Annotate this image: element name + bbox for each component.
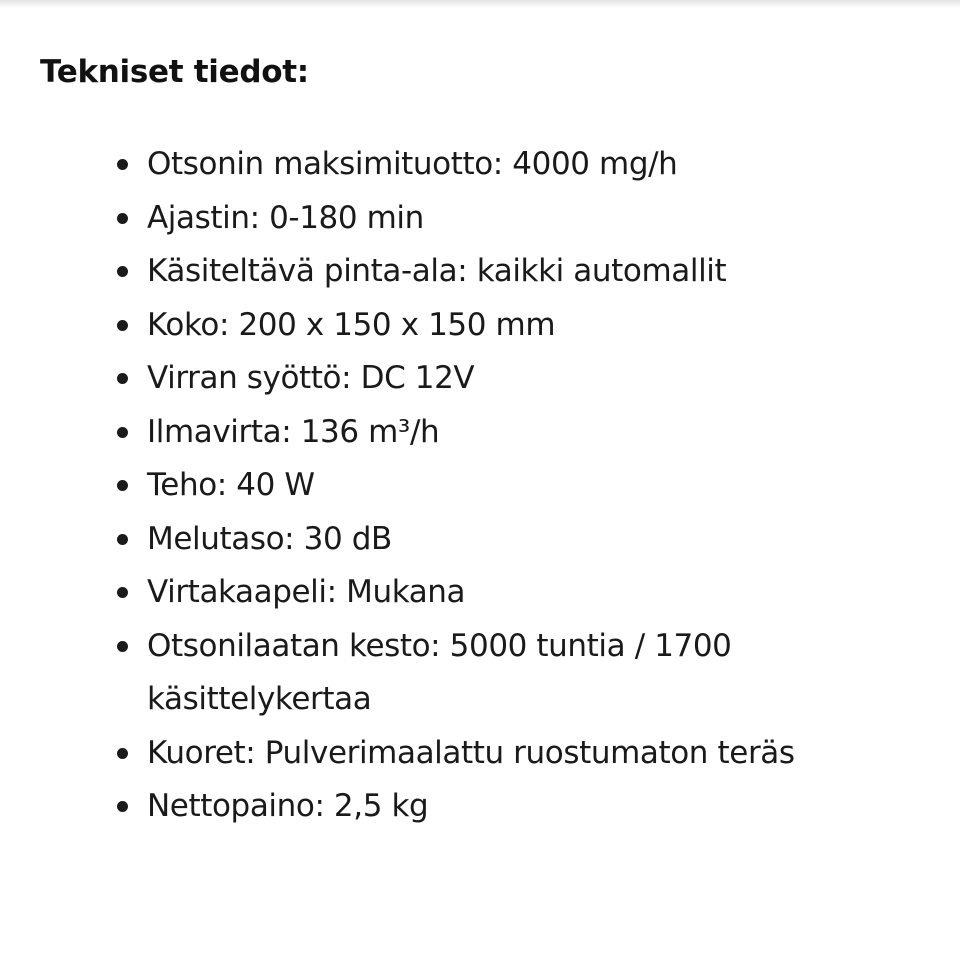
spec-text: Käsiteltävä pinta-ala: kaikki automallit [147,253,727,289]
spec-item-net-weight [0,780,960,834]
bullet-icon [117,534,128,545]
spec-text: Teho: 40 W [147,467,315,503]
top-shadow [0,0,960,8]
spec-item-housing [0,727,960,781]
spec-item-timer [0,192,960,246]
bullet-icon [117,266,128,277]
spec-text: Otsonilaatan kesto: 5000 tuntia / 1700 käsittelykertaa [147,627,732,717]
bullet-icon [117,159,128,170]
spec-item-ozone-plate-life [0,620,960,727]
spec-item-airflow [0,406,960,460]
section-title: Tekniset tiedot: [40,54,309,90]
spec-text: Koko: 200 x 150 x 150 mm [147,306,556,343]
spec-text: Ilmavirta: 136 m³/h [147,413,440,450]
spec-text: Otsonin maksimituotto: 4000 mg/h [147,146,678,182]
bullet-icon [117,213,128,224]
spec-item-size [0,299,960,353]
spec-list [0,138,960,834]
spec-text: Melutaso: 30 dB [147,520,392,557]
spec-item-noise-level [0,513,960,567]
bullet-icon [117,801,128,812]
bullet-icon [117,587,128,598]
bullet-icon [117,320,128,331]
bullet-icon [117,641,128,652]
spec-text: Kuoret: Pulverimaalattu ruostumaton teräs [147,734,795,771]
spec-item-power-supply [0,352,960,406]
spec-text: Ajastin: 0-180 min [147,199,424,236]
spec-item-power [0,459,960,513]
spec-item-ozone-output [0,138,960,192]
spec-text: Virran syöttö: DC 12V [147,360,475,396]
bullet-icon [117,427,128,438]
spec-text: Virtakaapeli: Mukana [147,574,466,610]
bullet-icon [117,748,128,759]
spec-item-treatable-area [0,245,960,299]
spec-text: Nettopaino: 2,5 kg [147,788,429,824]
spec-item-power-cable [0,566,960,620]
bullet-icon [117,373,128,384]
bullet-icon [117,480,128,491]
